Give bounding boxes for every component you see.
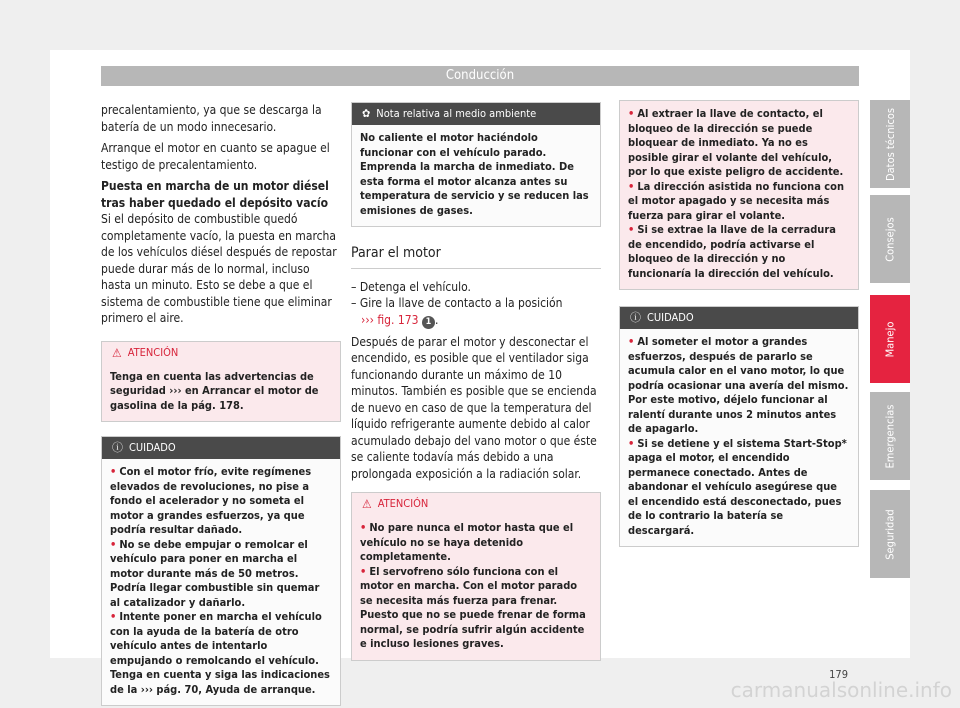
section-header: Conducción — [101, 66, 859, 86]
list-item: • No se debe empujar o remolcar el vehículo para poner en marcha el motor durante más de 50 metros. Podría llegar combustible sin quemar al catalizador y dañarlo. — [110, 537, 320, 609]
cuidado-box — [619, 306, 859, 547]
atencion-header — [102, 342, 340, 364]
warning-icon: ⚠ — [362, 497, 372, 511]
subheading: Puesta en marcha de un motor diésel tras haber quedado el depósito vacío — [101, 179, 329, 210]
nota-header — [352, 103, 600, 125]
list-item: • La dirección asistida no funciona con el motor apagado y se necesita más fuerza para girar el volante. — [628, 179, 845, 222]
paragraph: Después de parar el motor y desconectar el encendido, es posible que el ventilador siga funcionando durante un máximo de 10 minutos. También es posible que se encienda de nuevo en caso de que la temperatura del líquido refrigerante aumente debido al calor acumulado debajo del vano motor o que éste se caliente todavía más debido a una prolongada exposición a la radiación solar. — [351, 334, 597, 481]
paragraph: precalentamiento, ya que se descarga la batería de un modo innecesario. — [101, 103, 322, 134]
figure-link[interactable]: ››› fig. 173 — [361, 312, 419, 327]
page-number: 179 — [829, 668, 848, 681]
list-item: • El servofreno sólo funciona con el motor en marcha. Con el motor parado se necesita más fuerza para frenar. Puesto que no se puede frenar de forma normal, se podría sufrir algún accidente e incluso lesiones graves. — [360, 564, 586, 650]
atencion-header — [352, 493, 600, 515]
column-3 — [619, 100, 859, 547]
cuidado-label: CUIDADO — [647, 311, 694, 324]
list-item: • Con el motor frío, evite regímenes elevados de revoluciones, no pise a fondo el acelerador y no someta el motor a grandes esfuerzos, ya que podría resultar dañado. — [110, 465, 312, 536]
step: – Gire la llave de contacto a la posición ››› fig. 173 1 . — [351, 296, 563, 327]
cuidado-header — [620, 307, 858, 329]
nota-label: Nota relativa al medio ambiente — [376, 107, 537, 120]
cuidado-header — [102, 437, 340, 459]
warning-body — [620, 101, 858, 289]
list-item: • Si se detiene y el sistema Start-Stop* apaga el motor, el encendido permanece conectado. Antes de abandonar el vehículo asegúrese que el encendido está desconectado, pues de lo contrario la batería se descargará. — [628, 436, 847, 537]
nota-text: No caliente el motor haciéndolo funcionar con el vehículo parado. Emprenda la marcha de inmediato. De esta forma el motor alcanza antes su temperatura de servicio y se reducen las emisiones de gases. — [352, 125, 600, 226]
cuidado-body — [620, 329, 858, 546]
info-icon: ⓘ — [630, 311, 641, 324]
tab-consejos[interactable]: Consejos — [870, 195, 910, 283]
atencion-body — [352, 515, 600, 660]
environment-icon: ✿ — [362, 107, 371, 120]
atencion-label: ATENCIÓN — [127, 345, 179, 359]
section-title: Parar el motor — [351, 245, 601, 269]
tab-seguridad[interactable]: Seguridad — [870, 490, 910, 578]
step: – Detenga el vehículo. — [351, 279, 471, 294]
paragraph: Arranque el motor en cuanto se apague el testigo de precalentamiento. — [101, 141, 330, 172]
column-1 — [101, 102, 341, 706]
cuidado-label: CUIDADO — [129, 441, 176, 454]
warning-icon: ⚠ — [112, 345, 122, 360]
atencion-label: ATENCIÓN — [377, 497, 429, 510]
column-2 — [351, 102, 601, 661]
cuidado-box — [101, 436, 341, 706]
tab-datos-tecnicos[interactable]: Datos técnicos — [870, 100, 910, 188]
nota-box — [351, 102, 601, 227]
list-item: • No pare nunca el motor hasta que el vehículo no se haya detenido completamente. — [360, 521, 574, 563]
warning-continued-box — [619, 100, 859, 290]
atencion-text: Tenga en cuenta las advertencias de seguridad ››› en Arrancar el motor de gasolina de la pág. 178. — [102, 364, 340, 422]
list-item: • Si se extrae la llave de la cerradura de encendido, podría activarse el bloqueo de la dirección y no funcionaría la dirección del vehículo. — [628, 223, 836, 280]
paragraph: Si el depósito de combustible quedó completamente vacío, la puesta en marcha de los vehículos diésel después de repostar puede durar más de lo normal, incluso hasta un minuto. Esto se debe a que el sistema de combustible tiene que eliminar primero el aire. — [101, 212, 337, 325]
atencion-box — [101, 341, 341, 423]
list-item: • Al extraer la llave de contacto, el bloqueo de la dirección se puede bloquear de inmediato. Ya no es posible girar el volante del vehículo, por lo que existe peligro de accidente. — [628, 107, 844, 178]
position-number: 1 — [422, 316, 435, 329]
watermark: carmanualsonline.info — [730, 678, 952, 702]
cuidado-body — [102, 459, 340, 705]
list-item: • Intente poner en marcha el vehículo con la ayuda de la batería de otro vehículo antes de intentarlo empujando o remolcando el vehículo. Tenga en cuenta y siga las indicaciones de la ››› pág. 70, Ayuda de arranque. — [110, 610, 330, 696]
tab-emergencias[interactable]: Emergencias — [870, 392, 910, 480]
tab-manejo[interactable]: Manejo — [870, 295, 910, 383]
atencion-box — [351, 492, 601, 661]
info-icon: ⓘ — [112, 441, 123, 454]
list-item: • Al someter el motor a grandes esfuerzos, después de pararlo se acumula calor en el vano motor, lo que podría ocasionar una avería del mismo. Por este motivo, déjelo funcionar al ralentí durante unos 2 minutos antes de apagarlo. — [628, 335, 849, 435]
